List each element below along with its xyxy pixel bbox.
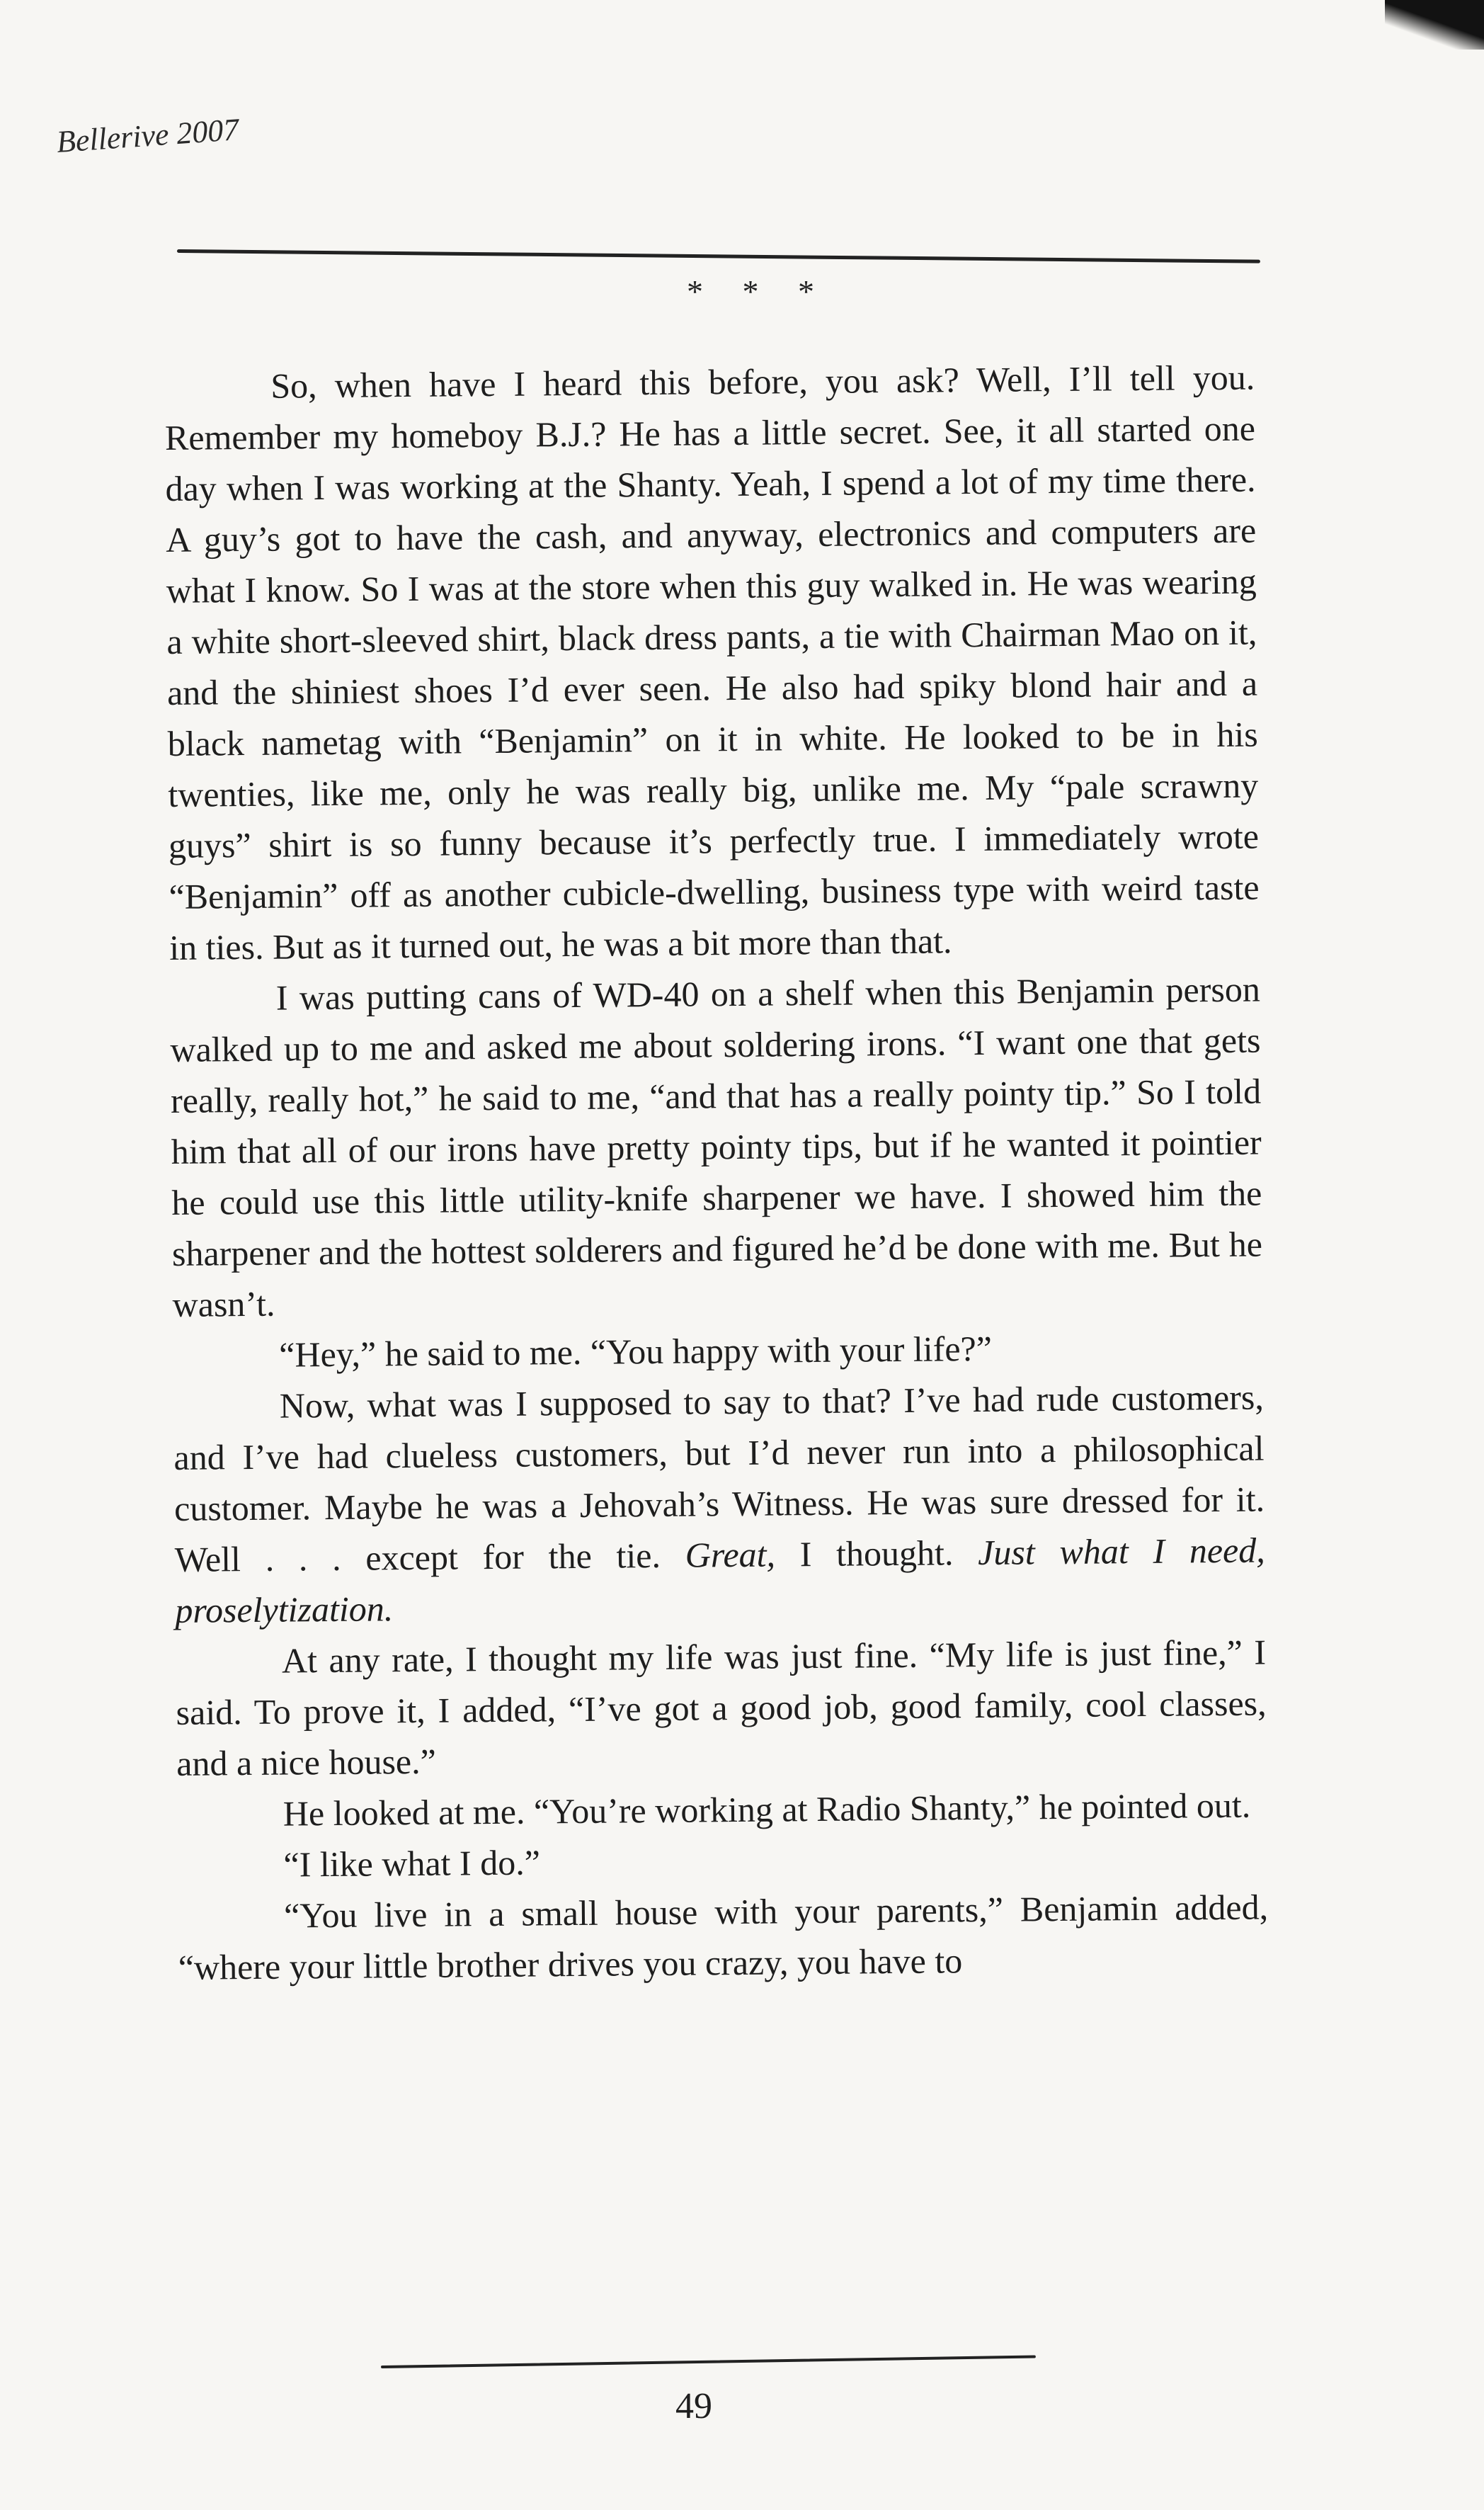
paragraph-4-italic-proselytization: Just what I need, proselytization. <box>175 1530 1265 1630</box>
paragraph-4-text: Now, what was I supposed to say to that? I’ve had rude customers, and I’ve had clueless customers, but I’d never run into a philosophical customer. Maybe he was a Jehovah’s Witness. He was sure dressed for it. Well . . . except for the tie. <box>173 1377 1265 1579</box>
paragraph-2: I was putting cans of WD-40 on a shelf when this Benjamin person walked up to me and asked me about soldering irons. “I want one that gets really, really hot,” he said to me, “and that has a really pointy tip.” So I told him that all of our irons have pretty pointy tips, but if he wanted it pointier he could use this little utility-knife sharpener we have. I showed him the sharpener and the hottest solderers and figured he’d be done with me. But he wasn’t. <box>170 969 1263 1324</box>
body-text <box>164 352 1269 1993</box>
page-number: 49 <box>675 2386 712 2426</box>
paragraph-4 <box>173 1372 1266 1636</box>
bottom-rule <box>381 2355 1036 2368</box>
paragraph-5: At any rate, I thought my life was just fine. “My life is just fine,” I said. To prove it, I added, “I’ve got a good job, good family, cool classes, and a nice house.” <box>176 1632 1267 1783</box>
paragraph-4-text-middle: I thought. <box>775 1533 978 1574</box>
paragraph-7: “I like what I do.” <box>283 1842 541 1885</box>
running-head: Bellerive 2007 <box>55 112 240 159</box>
background-shadow <box>1385 0 1484 50</box>
paragraph-4-italic-great: Great, <box>685 1534 776 1575</box>
paragraph-8: “You live in a small house with your parents,” Benjamin added, “where your little brother drives you crazy, you have to <box>178 1887 1269 1987</box>
paragraph-3: “Hey,” he said to me. “You happy with your life?” <box>279 1328 993 1375</box>
top-rule <box>177 249 1260 263</box>
section-break-ornament: * * * <box>687 273 814 310</box>
paragraph-1: So, when have I heard this before, you ask? Well, I’ll tell you. Remember my homeboy B.J.? He has a little secret. See, it all started one day when I was working at the Shanty. Yeah, I spend a lot of my time there. A guy’s got to have the cash, and anyway, electronics and computers are what I know. So I was at the store when this guy walked in. He was wearing a white short-sleeved shirt, black dress pants, a tie with Chairman Mao on it, and the shiniest shoes I’d ever seen. He also had spiky blond hair and a black nametag with “Benjamin” on it in white. He looked to be in his twenties, like me, only he was really big, unlike me. My “pale scrawny guys” shirt is so funny because it’s perfectly true. I immediately wrote “Benjamin” off as another cubicle-dwelling, business type with weird taste in ties. But as it turned out, he was a bit more than that. <box>164 357 1260 967</box>
paragraph-6: He looked at me. “You’re working at Radio Shanty,” he pointed out. <box>282 1785 1251 1834</box>
